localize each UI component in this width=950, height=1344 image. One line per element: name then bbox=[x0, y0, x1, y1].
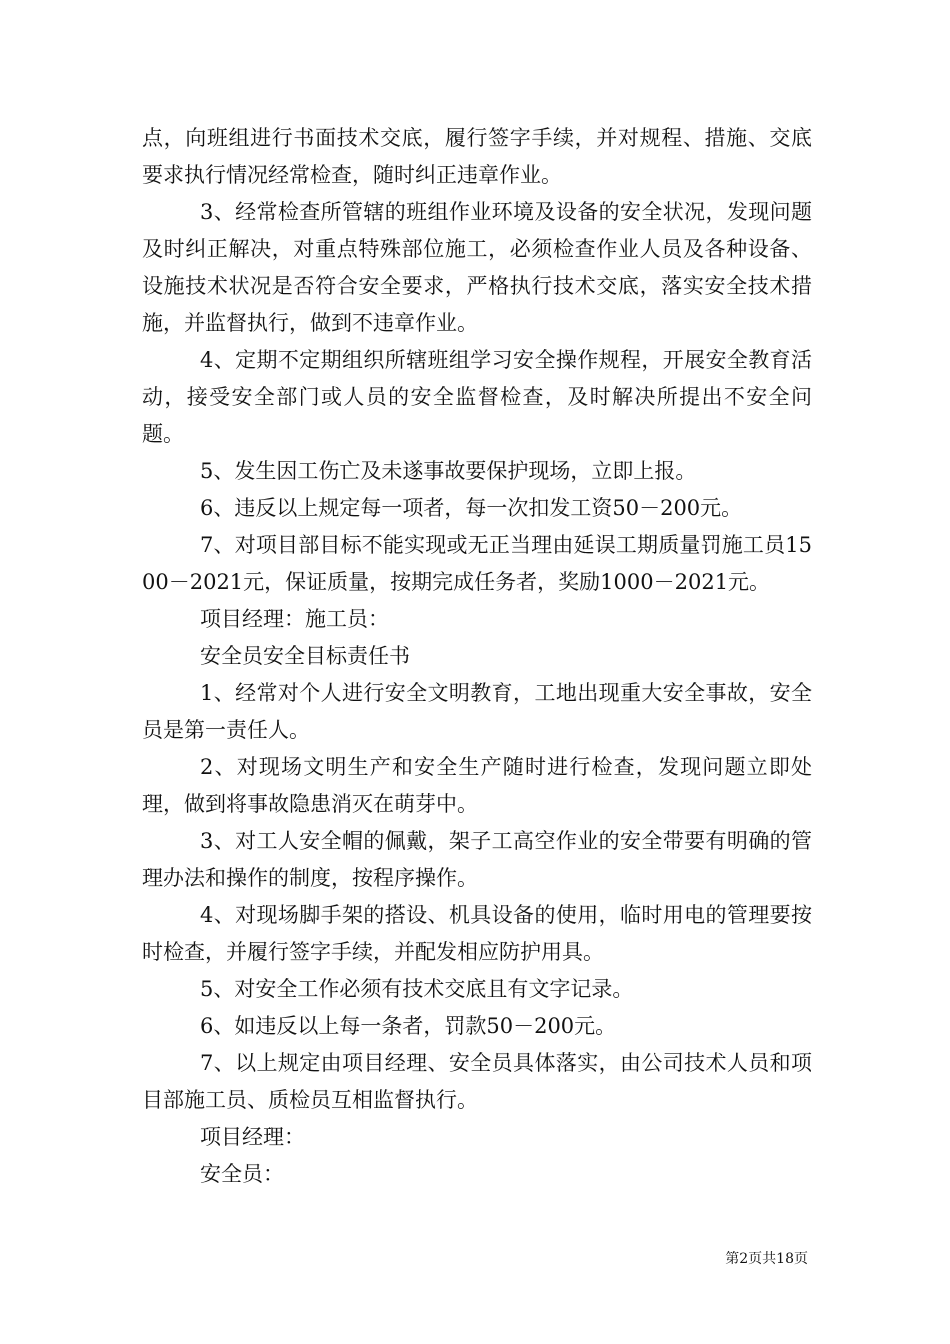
paragraph-continuation: 点，向班组进行书面技术交底，履行签字手续，并对规程、措施、交底要求执行情况经常检查，随时纠正违章作业。 bbox=[142, 126, 812, 187]
safety-item-6: 6、如违反以上每一条者，罚款50－200元。 bbox=[200, 1014, 617, 1038]
safety-item-2: 2、对现场文明生产和安全生产随时进行检查，发现问题立即处理，做到将事故隐患消灭在萌芽中。 bbox=[142, 755, 812, 816]
paragraph-item-5: 5、发生因工伤亡及未遂事故要保护现场，立即上报。 bbox=[200, 459, 697, 483]
safety-item-1: 1、经常对个人进行安全文明教育，工地出现重大安全事故，安全员是第一责任人。 bbox=[142, 681, 812, 742]
signature-line-safety-officer: 安全员： bbox=[200, 1162, 284, 1186]
page-number: 第2页共18页 bbox=[725, 1251, 808, 1267]
signature-line-manager: 项目经理： bbox=[200, 1125, 305, 1149]
paragraph-item-7: 7、对项目部目标不能实现或无正当理由延误工期质量罚施工员1500－2021元，保证质量，按期完成任务者，奖励1000－2021元。 bbox=[142, 533, 812, 594]
paragraph-item-4: 4、定期不定期组织所辖班组学习安全操作规程，开展安全教育活动，接受安全部门或人员的安全监督检查，及时解决所提出不安全问题。 bbox=[142, 348, 812, 446]
safety-item-7: 7、以上规定由项目经理、安全员具体落实，由公司技术人员和项目部施工员、质检员互相监督执行。 bbox=[142, 1051, 812, 1112]
safety-item-4: 4、对现场脚手架的搭设、机具设备的使用，临时用电的管理要按时检查，并履行签字手续，并配发相应防护用具。 bbox=[142, 903, 812, 964]
safety-item-5: 5、对安全工作必须有技术交底且有文字记录。 bbox=[200, 977, 634, 1001]
paragraph-item-6: 6、违反以上规定每一项者，每一次扣发工资50－200元。 bbox=[200, 496, 743, 520]
document-body bbox=[142, 120, 812, 1193]
signature-line-manager-builder: 项目经理：施工员： bbox=[200, 607, 389, 631]
paragraph-item-3: 3、经常检查所管辖的班组作业环境及设备的安全状况，发现问题及时纠正解决，对重点特殊部位施工，必须检查作业人员及各种设备、设施技术状况是否符合安全要求，严格执行技术交底，落实安全技术措施，并监督执行，做到不违章作业。 bbox=[142, 200, 812, 335]
section-title: 安全员安全目标责任书 bbox=[200, 644, 410, 668]
safety-item-3: 3、对工人安全帽的佩戴，架子工高空作业的安全带要有明确的管理办法和操作的制度，按程序操作。 bbox=[142, 829, 812, 890]
